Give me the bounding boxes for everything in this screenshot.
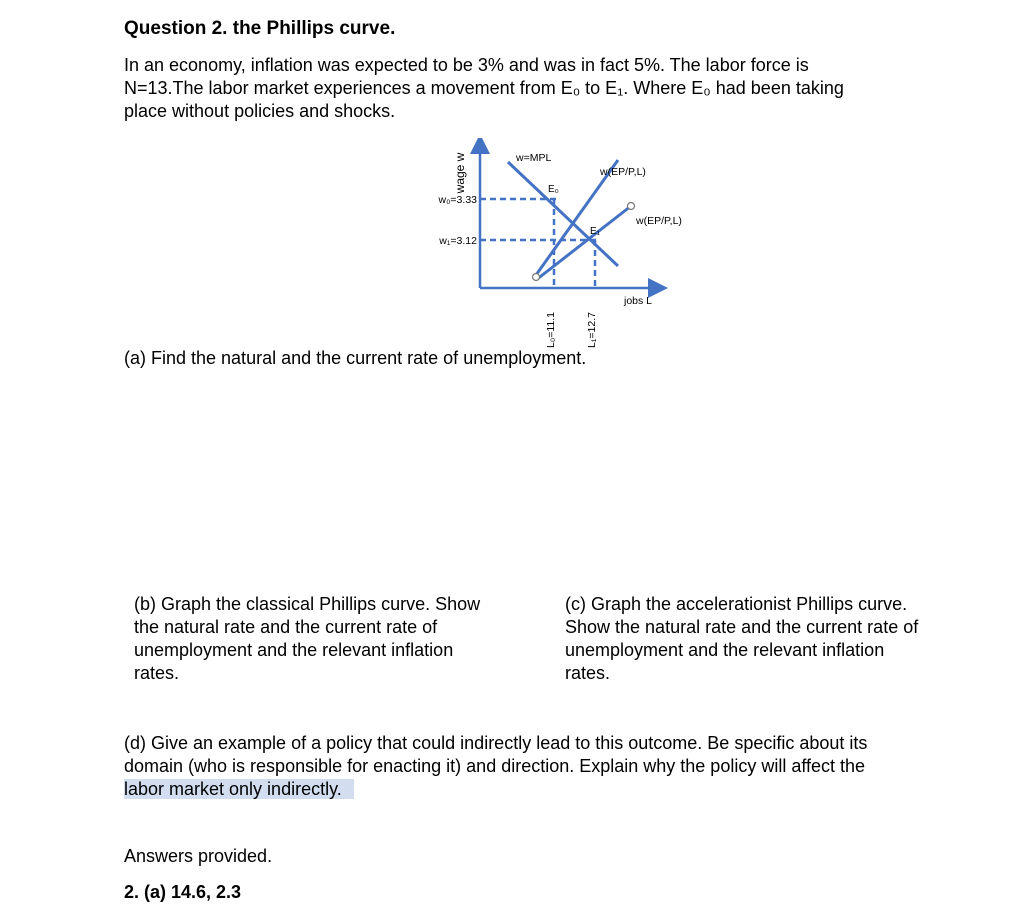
question-c-line-4: rates.: [565, 663, 611, 683]
supply0-label: w(EP/P,L): [600, 166, 646, 178]
w1-label: w₁=3.12: [439, 235, 477, 247]
intro-line-1: In an economy, inflation was expected to be 3% and was in fact 5%. The labor force is: [124, 55, 809, 75]
question-c-line-2: Show the natural rate and the current rate of: [565, 617, 919, 637]
w0-label: w₀=3.33: [438, 194, 477, 206]
question-d: [124, 732, 984, 801]
curve-endpoint-marker: [628, 203, 635, 210]
question-b-line-2: the natural rate and the current rate of: [134, 617, 438, 637]
supply1-label: w(EP/P,L): [636, 215, 682, 227]
x-axis-label: jobs L: [624, 295, 653, 307]
mpl-label: w=MPL: [516, 152, 552, 164]
answers-label: Answers provided.: [124, 846, 273, 866]
question-b-line-4: rates.: [134, 663, 180, 683]
l0-label: L₀=11.1: [545, 312, 557, 348]
y-axis-label: wage w: [453, 152, 467, 194]
question-c-line-3: unemployment and the relevant inflation: [565, 640, 885, 660]
question-b-line-1: (b) Graph the classical Phillips curve. Show: [134, 594, 481, 614]
question-c: [565, 593, 985, 685]
question-intro: [124, 54, 964, 123]
e0-label: E₀: [548, 184, 559, 195]
question-d-line-1: (d) Give an example of a policy that could indirectly lead to this outcome. Be specific about its: [124, 733, 868, 753]
question-a: (a) Find the natural and the current rate of unemployment.: [124, 348, 587, 368]
question-d-line-3-selected[interactable]: labor market only indirectly.: [124, 779, 354, 799]
question-b: [134, 593, 544, 685]
e1-label: E₁: [590, 226, 601, 237]
wage-setting-line-1: [536, 206, 631, 280]
question-c-line-1: (c) Graph the accelerationist Phillips curve.: [565, 594, 908, 614]
question-title: Question 2. the Phillips curve.: [124, 18, 396, 39]
curve-endpoint-marker: [533, 274, 540, 281]
question-d-line-2: domain (who is responsible for enacting it) and direction. Explain why the policy will affect the: [124, 756, 866, 776]
labor-market-graph: [418, 138, 708, 348]
l1-label: L₁=12.7: [586, 312, 598, 348]
answers-value: 2. (a) 14.6, 2.3: [124, 882, 242, 902]
intro-line-2: N=13.The labor market experiences a movement from E₀ to E₁. Where E₀ had been taking: [124, 78, 844, 98]
question-b-line-3: unemployment and the relevant inflation: [134, 640, 454, 660]
intro-line-3: place without policies and shocks.: [124, 101, 396, 121]
